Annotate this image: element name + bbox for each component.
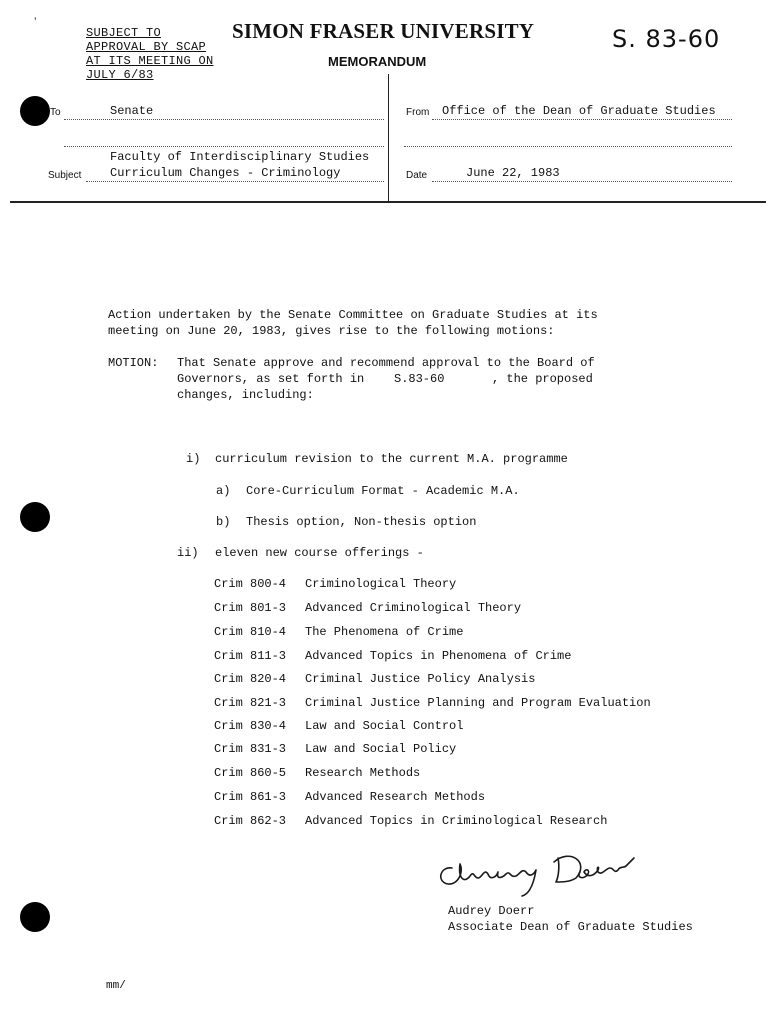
course-title: Advanced Topics in Criminological Research (305, 814, 608, 828)
to-label: To (50, 107, 61, 118)
course-code: Crim 800-4 (214, 577, 287, 591)
hole-punch-top (20, 96, 50, 126)
item-i-number: i) (186, 452, 201, 466)
handwritten-signature (430, 838, 650, 900)
course-title: Law and Social Control (305, 719, 464, 733)
course-title: Criminal Justice Planning and Program Evaluation (305, 696, 651, 710)
header-divider-vertical (388, 74, 389, 202)
subject-label: Subject (48, 170, 82, 181)
to-dotted-line (64, 119, 384, 120)
signatory-title: Associate Dean of Graduate Studies (448, 920, 693, 934)
stamp-line-1: SUBJECT TO (86, 26, 162, 40)
from-dotted-line (432, 119, 732, 120)
course-title: Criminological Theory (305, 577, 457, 591)
course-code: Crim 811-3 (214, 649, 287, 663)
course-title: Research Methods (305, 766, 421, 780)
motion-line-3: changes, including: (177, 388, 314, 402)
course-code: Crim 862-3 (214, 814, 287, 828)
course-title: Advanced Criminological Theory (305, 601, 522, 615)
course-code: Crim 831-3 (214, 742, 287, 756)
course-title: Law and Social Policy (305, 742, 457, 756)
intro-line-2: meeting on June 20, 1983, gives rise to the following motions: (108, 324, 555, 338)
document-number: S. 83-60 (612, 25, 721, 53)
hole-punch-bottom (20, 902, 50, 932)
stamp-line-3: AT ITS MEETING ON (86, 54, 214, 68)
university-name: SIMON FRASER UNIVERSITY (232, 19, 535, 43)
subject-line-1: Faculty of Interdisciplinary Studies (110, 150, 370, 164)
memorandum-title: MEMORANDUM (328, 54, 427, 69)
course-code: Crim 830-4 (214, 719, 287, 733)
signatory-name: Audrey Doerr (448, 904, 535, 918)
item-b-number: b) (216, 515, 231, 529)
typist-initials: mm/ (106, 980, 126, 992)
date-label: Date (406, 170, 428, 181)
subject-dotted-line (86, 181, 384, 182)
from-label: From (406, 107, 430, 118)
hole-punch-middle (20, 502, 50, 532)
from-value: Office of the Dean of Graduate Studies (442, 104, 716, 118)
item-ii-number: ii) (177, 546, 199, 560)
motion-label: MOTION: (108, 356, 159, 370)
item-a-text: Core-Curriculum Format - Academic M.A. (246, 484, 520, 498)
from-dotted-line-2 (404, 146, 732, 147)
course-title: The Phenomena of Crime (305, 625, 464, 639)
header-rule (10, 201, 766, 203)
to-value: Senate (110, 104, 154, 118)
stamp-line-4: JULY 6/83 (86, 68, 154, 82)
stray-mark: ’ (34, 16, 37, 28)
course-code: Crim 861-3 (214, 790, 287, 804)
date-dotted-line (432, 181, 732, 182)
course-title: Criminal Justice Policy Analysis (305, 672, 536, 686)
course-code: Crim 820-4 (214, 672, 287, 686)
item-ii-text: eleven new course offerings - (215, 546, 424, 560)
subject-line-2: Curriculum Changes - Criminology (110, 166, 341, 180)
motion-line-2b: , the proposed (492, 372, 593, 386)
course-code: Crim 801-3 (214, 601, 287, 615)
intro-line-1: Action undertaken by the Senate Committee on Graduate Studies at its (108, 308, 598, 322)
subject-dotted-line-top (64, 146, 384, 147)
course-title: Advanced Topics in Phenomena of Crime (305, 649, 572, 663)
date-value: June 22, 1983 (466, 166, 560, 180)
motion-line-1: That Senate approve and recommend approval to the Board of (177, 356, 595, 370)
item-i-text: curriculum revision to the current M.A. programme (215, 452, 568, 466)
course-code: Crim 810-4 (214, 625, 287, 639)
course-code: Crim 821-3 (214, 696, 287, 710)
course-code: Crim 860-5 (214, 766, 287, 780)
item-b-text: Thesis option, Non-thesis option (246, 515, 477, 529)
motion-reference: S.83-60 (394, 372, 445, 386)
approval-stamp (86, 26, 214, 82)
stamp-line-2: APPROVAL BY SCAP (86, 40, 207, 54)
item-a-number: a) (216, 484, 231, 498)
course-title: Advanced Research Methods (305, 790, 486, 804)
motion-line-2a: Governors, as set forth in (177, 372, 365, 386)
